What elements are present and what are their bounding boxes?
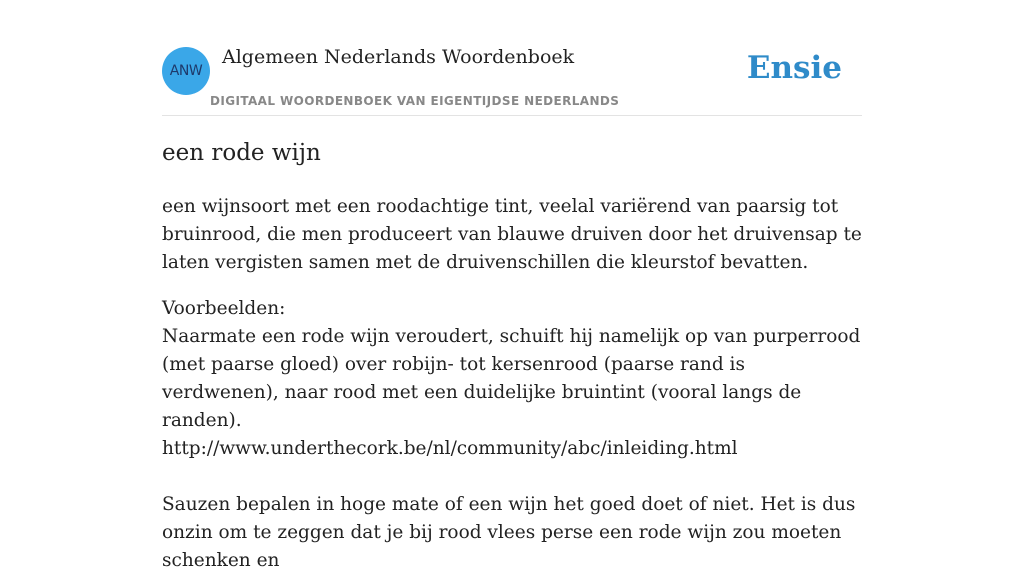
example-text: Naarmate een rode wijn veroudert, schuift hij namelijk op van purperrood (met paarse gloed) over robijn- tot kersenrood (paarse rand is verdwenen), naar rood met een duidelijke bruintint (vooral langs de randen). — [162, 326, 861, 431]
entry-definition: een wijnsoort met een roodachtige tint, veelal variërend van paarsig tot bruinrood, die men produceert van blauwe druiven door het druivensap te laten vergisten samen met de druivenschillen die kleurstof bevatten. — [162, 196, 862, 273]
example-spacer — [162, 463, 862, 491]
examples-section — [162, 295, 862, 575]
site-title[interactable]: Algemeen Nederlands Woordenboek — [222, 46, 575, 68]
entry-term: een rode wijn — [162, 140, 321, 166]
site-subtitle: DIGITAAL WOORDENBOEK VAN EIGENTIJDSE NEDERLANDS — [210, 94, 620, 108]
examples-label: Voorbeelden: — [162, 298, 286, 319]
anw-logo[interactable] — [162, 47, 210, 95]
site-header — [162, 0, 862, 116]
example-text: Sauzen bepalen in hoge mate of een wijn het goed doet of niet. Het is dus onzin om te zeggen dat je bij rood vlees perse een rode wijn zou moeten schenken en — [162, 494, 856, 571]
example-source-link[interactable]: http://www.underthecork.be/nl/community/abc/inleiding.html — [162, 438, 738, 459]
ensie-brand-link[interactable]: Ensie — [746, 50, 842, 86]
anw-logo-text: ANW — [169, 63, 203, 79]
page — [162, 0, 862, 571]
